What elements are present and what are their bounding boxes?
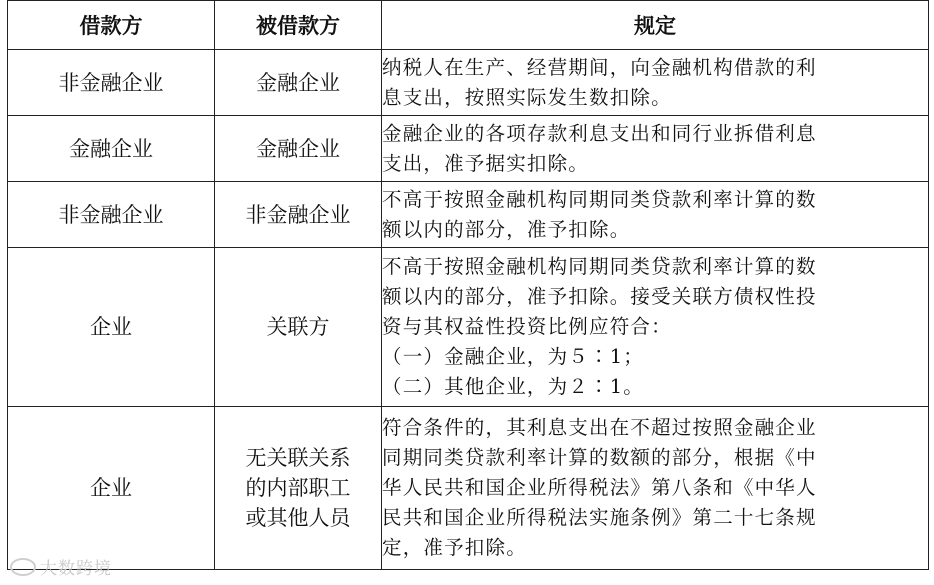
header-borrower: 借款方 <box>8 1 215 50</box>
rule-line: 额以内的部分，准予扣除。接受关联方债权性投 <box>382 285 817 308</box>
header-rule: 规定 <box>382 1 929 50</box>
rule-cell <box>382 50 929 116</box>
rule-cell <box>382 116 929 182</box>
rule-line: 定，准予扣除。 <box>382 536 527 559</box>
rule-line: （一）金融企业，为５∶1； <box>382 345 645 368</box>
rule-line: 符合条件的，其利息支出在不超过按照金融企业 <box>382 416 817 439</box>
rule-cell <box>382 407 929 570</box>
lender-cell <box>215 407 382 570</box>
lender-line: 的内部职工 <box>245 476 351 500</box>
table-row <box>8 407 929 570</box>
table-row <box>8 50 929 116</box>
borrower-cell: 非金融企业 <box>8 50 215 116</box>
rule-line: 华人民共和国企业所得税法》第八条和《中华人 <box>382 476 817 499</box>
rule-line: （二）其他企业，为２∶1。 <box>382 375 645 398</box>
table-row <box>8 182 929 248</box>
borrower-cell: 金融企业 <box>8 116 215 182</box>
chat-bubble-icon <box>10 558 36 576</box>
rule-line: 不高于按照金融机构同期同类贷款利率计算的数 <box>382 187 817 211</box>
table-row <box>8 116 929 182</box>
lender-cell: 非金融企业 <box>215 182 382 248</box>
lender-line: 或其他人员 <box>245 506 351 530</box>
rule-line: 息支出，按照实际发生数扣除。 <box>382 85 672 109</box>
lender-cell: 金融企业 <box>215 50 382 116</box>
lender-line: 无关联关系 <box>245 446 351 470</box>
rule-cell <box>382 182 929 248</box>
watermark <box>10 554 112 579</box>
rule-line: 额以内的部分，准予扣除。 <box>382 217 631 241</box>
rule-line: 资与其权益性投资比例应符合： <box>382 315 672 338</box>
borrower-cell: 非金融企业 <box>8 182 215 248</box>
rule-line: 金融企业的各项存款利息支出和同行业拆借利息 <box>382 121 817 145</box>
lender-cell: 关联方 <box>215 248 382 407</box>
header-row <box>8 1 929 50</box>
deduction-rules-table <box>7 0 929 570</box>
rule-line: 不高于按照金融机构同期同类贷款利率计算的数 <box>382 255 817 278</box>
rule-line: 支出，准予据实扣除。 <box>382 151 590 175</box>
rule-line: 纳税人在生产、经营期间，向金融机构借款的利 <box>382 55 817 79</box>
borrower-cell: 企业 <box>8 248 215 407</box>
table-row <box>8 248 929 407</box>
rule-line: 同期同类贷款利率计算的数额的部分，根据《中 <box>382 446 817 469</box>
header-lender: 被借款方 <box>215 1 382 50</box>
borrower-cell: 企业 <box>8 407 215 570</box>
lender-cell: 金融企业 <box>215 116 382 182</box>
rule-line: 民共和国企业所得税法实施条例》第二十七条规 <box>382 506 817 529</box>
watermark-text: 大数跨境 <box>40 559 112 579</box>
rule-cell <box>382 248 929 407</box>
